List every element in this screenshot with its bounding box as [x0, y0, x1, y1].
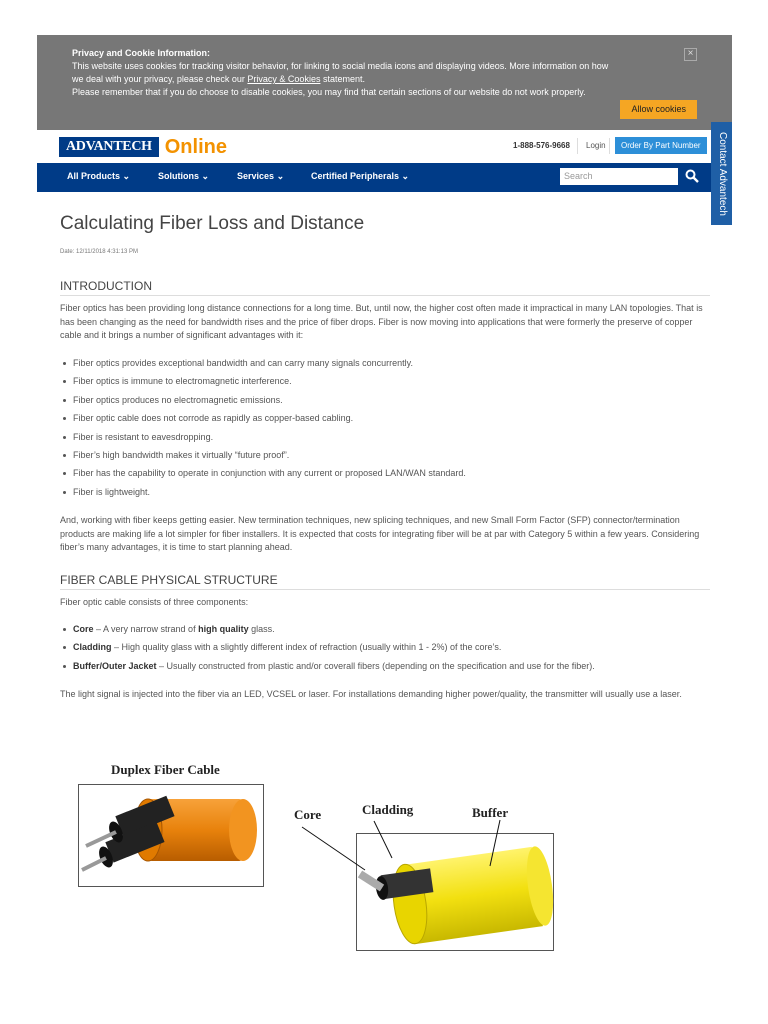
component-desc: – Usually constructed from plastic and/or coverall fibers (depending on the specification and use for the fiber). [156, 660, 595, 671]
component-term: Cladding [73, 642, 112, 653]
list-item: Fiber optics is immune to electromagnetic interference. [60, 375, 710, 393]
chevron-down-icon: ⌄ [122, 171, 131, 181]
label-buffer: Buffer [472, 805, 509, 820]
structure-paragraph: Fiber optic cable consists of three components: [60, 597, 249, 607]
list-item [60, 623, 710, 641]
component-emphasis: high quality [198, 624, 249, 634]
list-item: Fiber’s high bandwidth makes it virtually “future proof”. [60, 449, 710, 467]
chevron-down-icon: ⌄ [276, 171, 285, 181]
fiber-structure-image [290, 818, 555, 952]
intro-paragraph: Fiber optics has been providing long distance connections for a long time. But, until now, the higher cost often made it impractical in many LAN topologies. That is has been changing as the need for bandwidth rises and the price of fiber drops. Fiber is now moving into applications that were formerly the preserve of copper cable and it brings a number of significant advantages with it: [60, 303, 703, 340]
nav-label: Solutions [158, 171, 199, 181]
nav-solutions[interactable] [158, 171, 209, 182]
nav-label: Certified Peripherals [311, 171, 400, 181]
close-icon[interactable]: × [684, 48, 697, 61]
component-desc-end: glass. [248, 624, 275, 634]
privacy-cookies-link[interactable]: Privacy & Cookies [247, 74, 321, 84]
section-heading-structure: FIBER CABLE PHYSICAL STRUCTURE [60, 573, 710, 590]
list-item: Fiber optic cable does not corrode as rapidly as copper-based cabling. [60, 412, 710, 430]
list-item: Fiber is resistant to eavesdropping. [60, 431, 710, 449]
component-term: Buffer/Outer Jacket [73, 660, 157, 671]
components-list [60, 623, 710, 678]
list-item [60, 660, 710, 678]
contact-tab-label: Contact Advantech [717, 132, 728, 216]
list-item [60, 641, 710, 659]
list-item: Fiber optics provides exceptional bandwidth and can carry many signals concurrently. [60, 357, 710, 375]
label-cladding: Cladding [362, 802, 414, 817]
chevron-down-icon: ⌄ [201, 171, 210, 181]
list-item: Fiber is lightweight. [60, 486, 710, 504]
page-title: Calculating Fiber Loss and Distance [60, 213, 365, 234]
search-input[interactable]: Search [560, 168, 678, 185]
allow-cookies-button[interactable]: Allow cookies [620, 100, 697, 119]
component-desc: – A very narrow strand of [93, 624, 199, 634]
nav-label: Services [237, 171, 275, 181]
component-desc: – High quality glass with a slightly different index of refraction (usually within 1 - 2%) of the core’s. [111, 642, 502, 653]
login-link[interactable]: Login [586, 141, 606, 150]
cookie-title: Privacy and Cookie Information: [72, 48, 211, 58]
logo-online: Online [164, 135, 227, 158]
divider [609, 138, 610, 154]
laser-paragraph: The light signal is injected into the fiber via an LED, VCSEL or laser. For installations demanding higher power/quality, the transmitter will usually use a laser. [60, 689, 682, 699]
duplex-fiber-cable-caption: Duplex Fiber Cable [111, 762, 220, 777]
label-core: Core [294, 807, 322, 822]
nav-services[interactable] [237, 171, 284, 182]
main-nav [37, 163, 732, 192]
advantages-list [60, 357, 710, 504]
cookie-text-line1: This website uses cookies for tracking visitor behavior, for linking to social media icons and displaying videos. More information on how [72, 61, 609, 71]
order-by-part-number-button[interactable]: Order By Part Number [615, 137, 707, 154]
divider [577, 138, 578, 154]
duplex-fiber-cable-image [78, 784, 264, 887]
component-term: Core [73, 624, 94, 634]
cookie-text-post: statement. [320, 74, 365, 84]
cookie-text-line3: Please remember that if you do choose to disable cookies, you may find that certain sections of our website do not work properly. [72, 87, 586, 97]
list-item: Fiber optics produces no electromagnetic emissions. [60, 394, 710, 412]
article-date: Date: 12/11/2018 4:31:13 PM [60, 249, 138, 255]
intro-paragraph-2: And, working with fiber keeps getting easier. New termination techniques, new splicing techniques, and new Small Form Factor (SFP) connector/termination products are making life a lot simpler for fiber installers. It is expected that costs for integrating fiber will be at par with Category 5 within a few years. Considering fiber’s many advantages, it is time to start planning ahead. [60, 515, 700, 552]
chevron-down-icon: ⌄ [401, 171, 410, 181]
logo-brand: ADVANTECH [59, 137, 159, 157]
cookie-text-pre: we deal with your privacy, please check our [72, 74, 248, 84]
section-heading-introduction: INTRODUCTION [60, 279, 710, 296]
cookie-text-line2 [72, 73, 652, 86]
nav-all-products[interactable] [67, 171, 130, 182]
contact-advantech-tab[interactable] [711, 122, 732, 225]
phone-number[interactable]: 1-888-576-9668 [513, 141, 570, 150]
site-header [37, 130, 732, 164]
list-item: Fiber has the capability to operate in conjunction with any current or proposed LAN/WAN standard. [60, 467, 710, 485]
search-icon[interactable] [685, 169, 699, 183]
cookie-banner [37, 35, 732, 130]
advantech-online-logo[interactable] [59, 136, 227, 158]
nav-label: All Products [67, 171, 121, 181]
nav-certified-peripherals[interactable] [311, 171, 409, 182]
